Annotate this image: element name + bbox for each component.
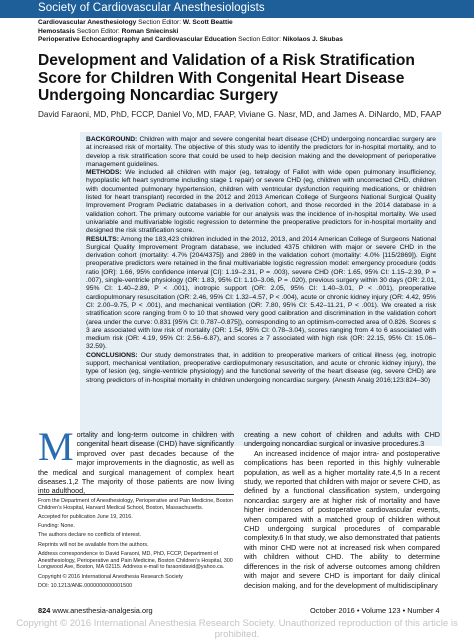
abstract-background-label: BACKGROUND:: [86, 136, 138, 143]
article-authors: David Faraoni, MD, PhD, FCCP, Daniel Vo, MD, FAAP, Viviane G. Nasr, MD, and James A. DiNardo, MD, FAAP: [38, 110, 442, 119]
body-paragraph: An increased incidence of major intra- and postoperative complications has been reported in this highly vulnerable population, as well as a higher mortality rate.4,5 In a recent study, we reported that children with major or severe CHD, as defined by a functional classification system, undergoing noncardiac surgery are at higher risk of mortality and have higher incidences of postoperative cardiovascular events, when compared with a matched group of children without CHD undergoing surgical procedures of comparable complexity.6 In that study, we also demonstrated that patients with minor CHD were not at increased risk when compared with children without CHD. The ability to determine differences in the risk of adverse outcomes among children with major and severe CHD is important for daily clinical decision making, and for the development of multidisciplinary: [244, 448, 440, 590]
copyright-watermark: Copyright © 2016 International Anesthesia Research Society. Unauthorized reproduction of this article is prohibited.: [16, 618, 458, 640]
intro-text: ortality and long-term outcome in children with congenital heart disease (CHD) have significantly improved over past decades because of the major improvements in the diagnostic, as well as the medical and surgical management of complex heart diseases.1,2 The majority of those patients are now living into adulthood,: [38, 430, 234, 496]
section-header-title: Society of Cardiovascular Anesthesiologists: [38, 2, 265, 14]
footnote-affiliation: From the Department of Anesthesiology, Perioperative and Pain Medicine, Boston Children's Hospital, Harvard Medical School, Boston, Massachusetts.: [38, 498, 233, 511]
footer-url[interactable]: www.anesthesia-analgesia.org: [52, 606, 153, 615]
abstract-box: [80, 132, 442, 446]
intro-column: [38, 424, 234, 496]
footnote-conflicts: The authors declare no conflicts of interest.: [38, 532, 142, 539]
editor-line: Perioperative Echocardiography and Cardiovascular Education Section Editor: Nikolaos J. Skubas: [38, 36, 343, 44]
footnote-doi: DOI: 10.1213/ANE.0000000000001500: [38, 582, 133, 589]
intro-paragraph: [38, 424, 234, 496]
page-footer-left: [38, 606, 153, 615]
abstract-text: [86, 136, 436, 385]
footnote-correspondence: Address correspondence to David Faraoni, MD, PhD, FCCP, Department of Anesthesiology, Perioperative and Pain Medicine, Boston Children's Hospital, 300 Longwood Ave, Boston, MA 02115. Address e-mail to faraonidavid@yahoo.ca.: [38, 550, 233, 571]
drop-cap: M: [38, 424, 74, 469]
section-editors: [38, 19, 468, 45]
abstract-background: Children with major and severe congenital heart disease (CHD) undergoing noncardiac surgery are at increased risk of mortality. The objective of this study was to identify the predictors for in-hospital mortality, and to develop a risk stratification score that could be used to help decision making and the development of perioperative management guidelines.: [86, 136, 436, 168]
footnotes: [38, 498, 234, 592]
footer-issue: October 2016 • Volume 123 • Number 4: [310, 606, 440, 615]
editor-line: Hemostasis Section Editor: Roman Sniecinski: [38, 27, 179, 35]
body-paragraph: creating a new cohort of children and adults with CHD undergoing noncardiac surgical or invasive procedures.3: [244, 430, 440, 449]
footnote-funding: Funding: None.: [38, 523, 75, 530]
page-number: 824: [38, 606, 51, 615]
abstract-conclusions: Our study demonstrates that, in addition to preoperative markers of critical illness (eg, inotropic support, mechanical ventilation, preoperative cardiopulmonary resuscitation, and acute or chronic kidney injury), the type of lesion (eg, single-ventricle physiology) and the functional severity of the heart disease (eg, severe CHD) are strong predictors of in-hospital mortality in children undergoing noncardiac surgery. (Anesth Analg 2016;123:824–30): [86, 351, 436, 384]
footnote-reprints: Reprints will not be available from the authors.: [38, 541, 149, 548]
editor-line: Cardiovascular Anesthesiology Section Editor: W. Scott Beattie: [38, 19, 233, 26]
footnote-copyright: Copyright © 2016 International Anesthesia Research Society: [38, 573, 183, 580]
abstract-methods-label: METHODS:: [86, 169, 122, 177]
right-column: [244, 430, 440, 590]
abstract-conclusions-label: CONCLUSIONS:: [86, 351, 138, 359]
article-title: Development and Validation of a Risk Stratification Score for Children With Congenital Heart Disease Undergoing Noncardiac Surgery: [38, 52, 415, 105]
abstract-methods: We included all children with major (eg, tetralogy of Fallot with wide open pulmonary insufficiency, hypoplastic left heart syndrome including stage 1 repair) or severe CHD (eg, children with uncorrected CHD, children with documented pulmonary hypertension, children with ventricular dysfunction requiring medications, or children listed for heart transplant) recorded in the 2012 and 2013 American College of Surgeons National Surgical Quality Improvement Program Pediatric databases in a derivation cohort, and those recorded in the 2014 database in a validation cohort. The primary outcome variable for our analysis was the incidence of in-hospital mortality. We used univariable and multivariable logistic regression to determine the preoperative predictors for in-hospital mortality and designed the risk stratification score.: [86, 169, 436, 235]
footnote-accepted: Accepted for publication June 19, 2016.: [38, 513, 133, 520]
footnote-divider: [38, 494, 234, 495]
abstract-results-label: RESULTS:: [86, 235, 119, 243]
abstract-results: Among the 183,423 children included in the 2012, 2013, and 2014 American College of Surgeons National Surgical Quality Improvement Program database, we included 4375 children with major or severe CHD in the derivation cohort (mortality: 4.7% [204/4375]) and 2869 in the validation cohort (mortality: 4.0% [115/2869]). Eight preoperative predictors were retained in the final multivariable logistic regression model: emergency procedure (odds ratio [OR]: 1.66, 95% confidence interval [CI]: 1.19–2.31, P = .003), severe CHD (OR: 1.65, 95% CI: 1.15–2.39, P = .007), single-ventricle physiology (OR: 1.83, 95% CI: 1.10–3.06, P = .020), previous surgery within 30 days (OR: 2.01, 95% CI: 1.40–2.89, P < .001), inotropic support (OR: 2.05, 95% CI: 1.40–3.01, P < .001), preoperative cardiopulmonary resuscitation (OR: 2.46, 95% CI: 1.32–4.57, P < .004), acute or chronic kidney injury (OR: 4.42, 95% CI: 2.00–9.75, P < .001), and mechanical ventilation (OR: 7.80, 95% CI: 5.42–11.21, P < .001). We created a risk stratification score ranging from 0 to 10 that showed very good calibration and discrimination in the validation cohort (area under the curve: 0.831 [95% CI: 0.787–0.875]), corresponding to an optimism-corrected area of 0.826. Scores ≤ 3 are associated with low risk of mortality (OR: 1.54, 95% CI: 0.78–3.04), scores ranging from 4 to 6 associated with medium risk (OR: 4.19, 95% CI: 2.56–6.87), and scores ≥ 7 associated with high risk (OR: 22.15, 95% CI: 15.06–32.59).: [86, 235, 436, 351]
section-header-bar: [0, 0, 474, 18]
